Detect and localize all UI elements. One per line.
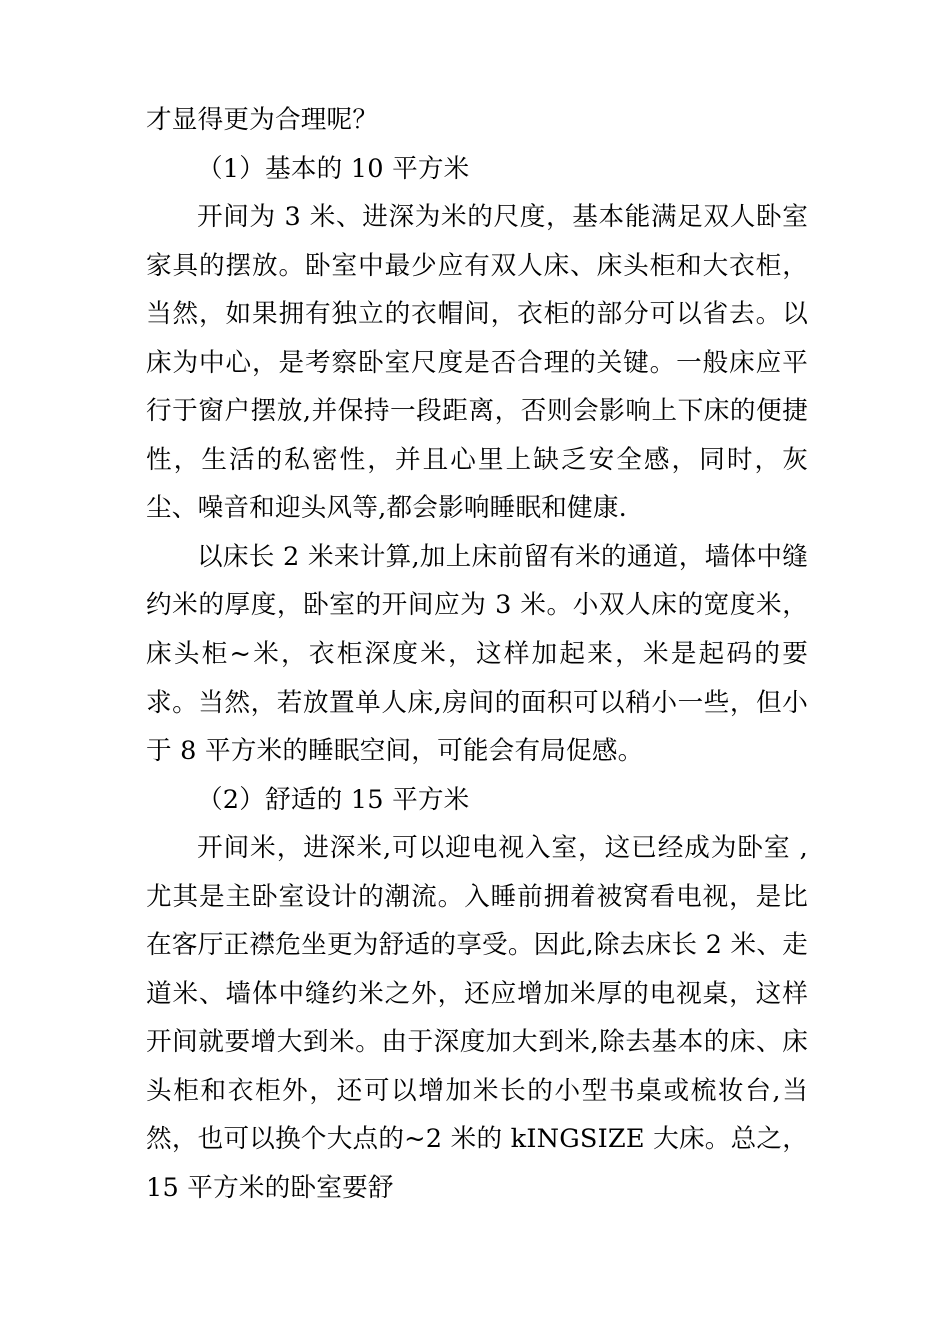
continuation-paragraph: 才显得更为合理呢？ [146,105,379,135]
paragraph-basic-layout: 开间为 3 米、进深为米的尺度，基本能满足双人卧室家具的摆放。卧室中最少应有双人床、床头柜和大衣柜，当然，如果拥有独立的衣帽间，衣柜的部分可以省去。以床为中心，是考察卧室尺度是否合理的关键。一般床应平行于窗户摆放,并保持一段距离，否则会影响上下床的便捷性，生活的私密性，并且心里上缺乏安全感，同时，灰尘、噪音和迎头风等,都会影响睡眠和健康. [146,202,808,524]
paragraph-bed-calculation: 以床长 2 米来计算,加上床前留有米的通道，墙体中缝约米的厚度，卧室的开间应为 3 米。小双人床的宽度米，床头柜~米，衣柜深度米，这样加起来，米是起码的要求。当然，若放置单人床,房间的面积可以稍小一些，但小于 8 平方米的睡眠空间，可能会有局促感。 [146,541,808,767]
paragraph-comfort-layout: 开间米，进深米,可以迎电视入室，这已经成为卧室 ,尤其是主卧室设计的潮流。入睡前拥着被窝看电视，是比在客厅正襟危坐更为舒适的享受。因此,除去床长 2 米、走道米、墙体中缝约米之外，还应增加米厚的电视桌，这样开间就要增大到米。由于深度加大到米,除去基本的床、床头柜和衣柜外，还可以增加米长的小型书桌或梳妆台,当然，也可以换个大点的~2 米的 kINGSIZE 大床。总之，15 平方米的卧室要舒 [146,833,808,1204]
section-heading-basic-10: （1）基本的 10 平方米 [197,153,470,184]
document-body [146,96,808,1213]
section-heading-comfort-15: （2）舒适的 15 平方米 [197,784,470,815]
